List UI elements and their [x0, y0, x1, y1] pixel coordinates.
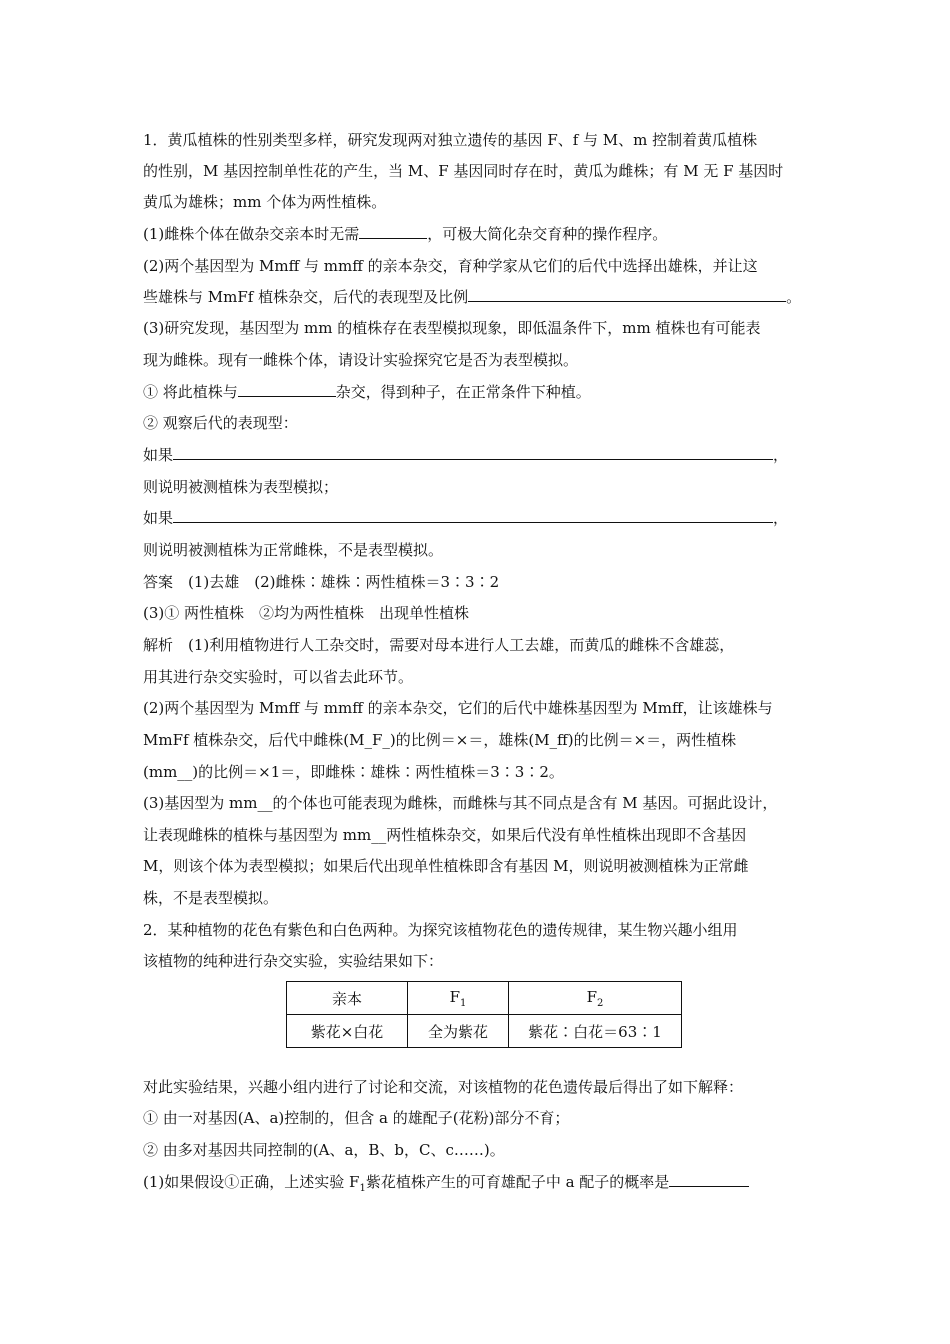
q2-intro-line-2: 该植物的纯种进行杂交实验，实验结果如下：	[143, 952, 444, 970]
q1-part2-text-b: 。	[786, 288, 802, 306]
q1-explanation-line-9: 株，不是表型模拟。	[143, 889, 279, 907]
q1-part3-line-2: 现为雌株。现有一雌株个体，请设计实验探究它是否为表型模拟。	[143, 351, 579, 369]
q1-step1-text-b: 杂交，得到种子，在正常条件下种植。	[335, 383, 591, 401]
q1-part1-answer-blank[interactable]	[359, 224, 427, 239]
q2-part1-answer-blank[interactable]	[669, 1172, 749, 1187]
q1-step2: ② 观察后代的表现型：	[143, 414, 298, 432]
q1-part2-text-a: 些雄株与 MmFf 植株杂交，后代的表现型及比例	[143, 288, 469, 306]
table-row	[287, 1015, 682, 1048]
q1-explanation-line-5: (mm__)的比例＝×1＝，即雌株∶雄株∶两性植株＝3∶3∶2。	[143, 763, 564, 781]
q1-intro-line-1: 1．黄瓜植株的性别类型多样，研究发现两对独立遗传的基因 F、f 与 M、m 控制着黄瓜植株	[143, 131, 758, 149]
table-header-row	[287, 982, 682, 1015]
table-cell-f2: 紫花∶白花＝63∶1	[509, 1015, 682, 1048]
q1-step1	[143, 382, 591, 402]
q1-part2-answer-blank[interactable]	[468, 287, 786, 302]
q1-if-2	[143, 508, 788, 528]
q1-explanation-line-4: MmFf 植株杂交，后代中雌株(M_F_)的比例＝×＝，雄株(M_ff)的比例＝×＝，两性植株	[143, 731, 737, 749]
q1-if2-comma: ，	[773, 509, 789, 527]
q1-explanation-line-8: M，则该个体为表型模拟；如果后代出现单性植株即含有基因 M，则说明被测植株为正常雌	[143, 857, 749, 875]
q1-part1-text-b: ，可极大简化杂交育种的操作程序。	[427, 225, 668, 243]
q1-explanation-line-7: 让表现雌株的植株与基因型为 mm__两性植株杂交，如果后代没有单性植株出现即不含基因	[143, 826, 747, 844]
q1-if2-text: 如果	[143, 509, 174, 527]
q2-hypothesis-2: ② 由多对基因共同控制的(A、a，B、b，C、c……)。	[143, 1141, 505, 1159]
q1-part3-line-1: (3)研究发现，基因型为 mm 的植株存在表型模拟现象，即低温条件下，mm 植株也有可能表	[143, 319, 761, 337]
q2-discussion: 对此实验结果，兴趣小组内进行了讨论和交流，对该植物的花色遗传最后得出了如下解释：	[143, 1078, 744, 1096]
q1-if-1	[143, 445, 788, 465]
q2-part1	[143, 1172, 749, 1199]
q2-hypothesis-1: ① 由一对基因(A、a)控制的，但含 a 的雄配子(花粉)部分不育；	[143, 1109, 570, 1127]
experiment-result-table	[286, 981, 682, 1048]
q1-explanation-line-6: (3)基因型为 mm__的个体也可能表现为雌株，而雌株与其不同点是含有 M 基因。可据此设计，	[143, 794, 778, 812]
q1-if1-answer-blank[interactable]	[173, 445, 773, 460]
q1-answer-line-1: 答案 (1)去雄 (2)雌株∶雄株∶两性植株＝3∶3∶2	[143, 573, 500, 591]
q2-part1-text-a: (1)如果假设①正确，上述实验 F	[143, 1173, 360, 1191]
q2-part1-subscript: 1	[359, 1183, 366, 1194]
q1-explanation-line-2: 用其进行杂交实验时，可以省去此环节。	[143, 668, 414, 686]
table-cell-parents: 紫花×白花	[287, 1015, 408, 1048]
table-header-f2: $F_2$	[509, 982, 682, 1015]
q1-explanation-line-1: 解析 (1)利用植物进行人工杂交时，需要对母本进行人工去雄，而黄瓜的雌株不含雄蕊，	[143, 636, 735, 654]
q1-part2-line-1: (2)两个基因型为 Mmff 与 mmff 的亲本杂交，育种学家从它们的后代中选择出雄株，并让这	[143, 257, 758, 275]
q1-answer-line-2: (3)① 两性植株 ②均为两性植株 出现单性植株	[143, 604, 470, 622]
q1-intro-line-3: 黄瓜为雄株；mm 个体为两性植株。	[143, 193, 387, 211]
q1-part2-line-2	[143, 287, 801, 307]
table-cell-f1: 全为紫花	[408, 1015, 509, 1048]
q1-explanation-line-3: (2)两个基因型为 Mmff 与 mmff 的亲本杂交，它们的后代中雄株基因型为 Mmff，让该雄株与	[143, 699, 773, 717]
q2-part1-text-b: 紫花植株产生的可育雄配子中 a 配子的概率是	[365, 1173, 670, 1191]
table-header-parents: 亲本	[287, 982, 408, 1015]
q1-step1-text-a: ① 将此植株与	[143, 383, 238, 401]
q1-if2-answer-blank[interactable]	[173, 508, 773, 523]
q1-step1-answer-blank[interactable]	[238, 382, 336, 397]
table-header-f1: $F_1$	[408, 982, 509, 1015]
q1-part1	[143, 224, 667, 244]
q2-intro-line-1: 2．某种植物的花色有紫色和白色两种。为探究该植物花色的遗传规律，某生物兴趣小组用	[143, 921, 738, 939]
q1-intro-line-2: 的性别，M 基因控制单性花的产生，当 M、F 基因同时存在时，黄瓜为雌株；有 M 无 F 基因时	[143, 162, 784, 180]
q1-if1-text: 如果	[143, 446, 174, 464]
q1-then-2: 则说明被测植株为正常雌株，不是表型模拟。	[143, 541, 444, 559]
q1-part1-text-a: (1)雌株个体在做杂交亲本时无需	[143, 225, 360, 243]
q1-then-1: 则说明被测植株为表型模拟；	[143, 478, 339, 496]
q1-if1-comma: ，	[773, 446, 789, 464]
